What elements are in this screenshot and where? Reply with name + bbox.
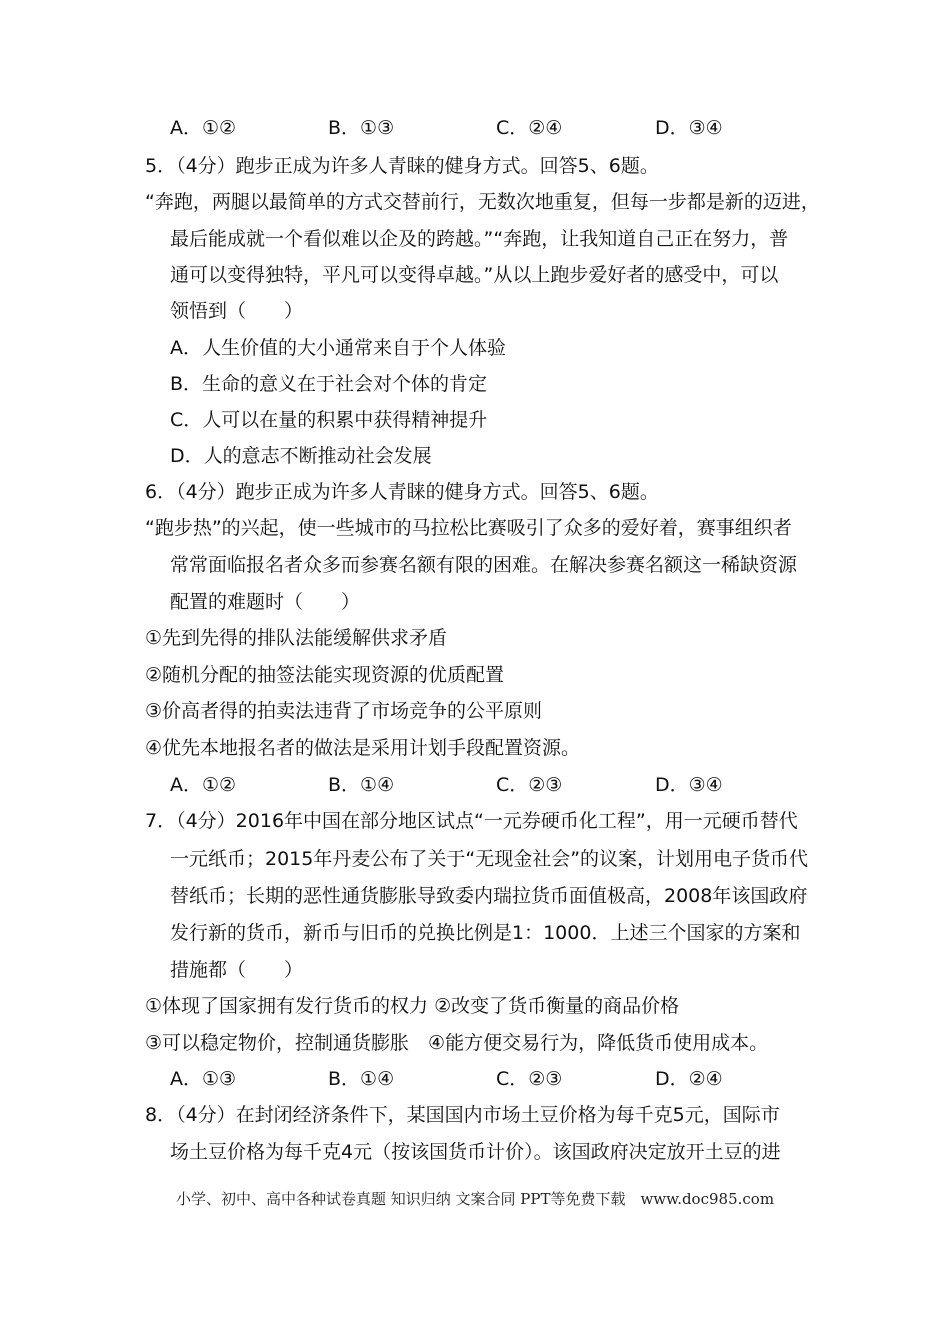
q8-stem-line-1: 场土豆价格为每千克4元（按该国货币计价）。该国政府决定放开土豆的进	[170, 1141, 781, 1163]
q7-stem-line-4: 措施都（ ）	[170, 959, 304, 981]
q7-statement-2: ③可以稳定物价，控制通货膨胀 ④能方便交易行为，降低货币使用成本。	[145, 1032, 769, 1054]
q6-stem-line-3: 配置的难题时（ ）	[170, 591, 361, 613]
q7-option-d[interactable]: D．②④	[655, 1068, 723, 1090]
q6-stem-line-2: 常常面临报名者众多而参赛名额有限的困难。在解决参赛名额这一稀缺资源	[170, 554, 798, 576]
q7-stem-line-3: 发行新的货币，新币与旧币的兑换比例是1：1000．上述三个国家的方案和	[170, 922, 801, 944]
q5-option-c[interactable]: C．人可以在量的积累中获得精神提升	[170, 409, 488, 431]
q5-stem-line-2: 最后能成就一个看似难以企及的跨越。”“奔跑，让我知道自己正在努力，普	[170, 228, 789, 250]
q5-option-b[interactable]: B．生命的意义在于社会对个体的肯定	[170, 373, 488, 395]
q5-option-a[interactable]: A．人生价值的大小通常来自于个人体验	[170, 337, 506, 359]
q6-option-a[interactable]: A．①②	[170, 774, 237, 796]
q5-option-d[interactable]: D．人的意志不断推动社会发展	[170, 445, 432, 467]
q5-stem-line-1: “奔跑，两腿以最简单的方式交替前行，无数次地重复，但每一步都是新的迈进，	[145, 191, 820, 213]
q4-options	[0, 115, 950, 141]
q6-statement-2: ②随机分配的抽签法能实现资源的优质配置	[145, 664, 505, 686]
q4-option-d[interactable]: D．③④	[655, 117, 723, 139]
q4-option-b[interactable]: B．①③	[328, 117, 395, 139]
q7-header: 7．（4分）2016年中国在部分地区试点“一元券硬币化工程”，用一元硬币替代	[145, 810, 798, 832]
q6-header: 6．（4分）跑步正成为许多人青睐的健身方式。回答5、6题。	[145, 481, 659, 503]
q6-statement-3: ③价高者得的拍卖法违背了市场竞争的公平原则	[145, 700, 543, 722]
q5-stem-line-3: 通可以变得独特，平凡可以变得卓越。”从以上跑步爱好者的感受中，可以	[170, 264, 779, 286]
q7-option-b[interactable]: B．①④	[328, 1068, 395, 1090]
q7-statement-1: ①体现了国家拥有发行货币的权力 ②改变了货币衡量的商品价格	[145, 995, 680, 1017]
page-footer: 小学、初中、高中各种试卷真题 知识归纳 文案合同 PPT等免费下载 www.doc985.com	[175, 1190, 775, 1208]
q5-header: 5．（4分）跑步正成为许多人青睐的健身方式。回答5、6题。	[145, 155, 659, 177]
q6-options	[0, 772, 950, 798]
q6-stem-line-1: “跑步热”的兴起，使一些城市的马拉松比赛吸引了众多的爱好着，赛事组织者	[145, 517, 792, 539]
q7-stem-line-1: 一元纸币；2015年丹麦公布了关于“无现金社会”的议案，计划用电子货币代	[170, 848, 809, 870]
q4-option-c[interactable]: C．②④	[496, 117, 563, 139]
q7-option-a[interactable]: A．①③	[170, 1068, 237, 1090]
q5-stem-line-4: 领悟到（ ）	[170, 300, 304, 322]
q8-header: 8．（4分）在封闭经济条件下，某国国内市场土豆价格为每千克5元，国际市	[145, 1104, 780, 1126]
q7-options	[0, 1066, 950, 1092]
q6-statement-1: ①先到先得的排队法能缓解供求矛盾	[145, 627, 448, 649]
q7-stem-line-2: 替纸币；长期的恶性通货膨胀导致委内瑞拉货币面值极高，2008年该国政府	[170, 885, 808, 907]
q6-option-c[interactable]: C．②③	[496, 774, 563, 796]
q6-statement-4: ④优先本地报名者的做法是采用计划手段配置资源。	[145, 737, 581, 759]
q6-option-b[interactable]: B．①④	[328, 774, 395, 796]
q4-option-a[interactable]: A．①②	[170, 117, 237, 139]
q7-option-c[interactable]: C．②③	[496, 1068, 563, 1090]
q6-option-d[interactable]: D．③④	[655, 774, 723, 796]
